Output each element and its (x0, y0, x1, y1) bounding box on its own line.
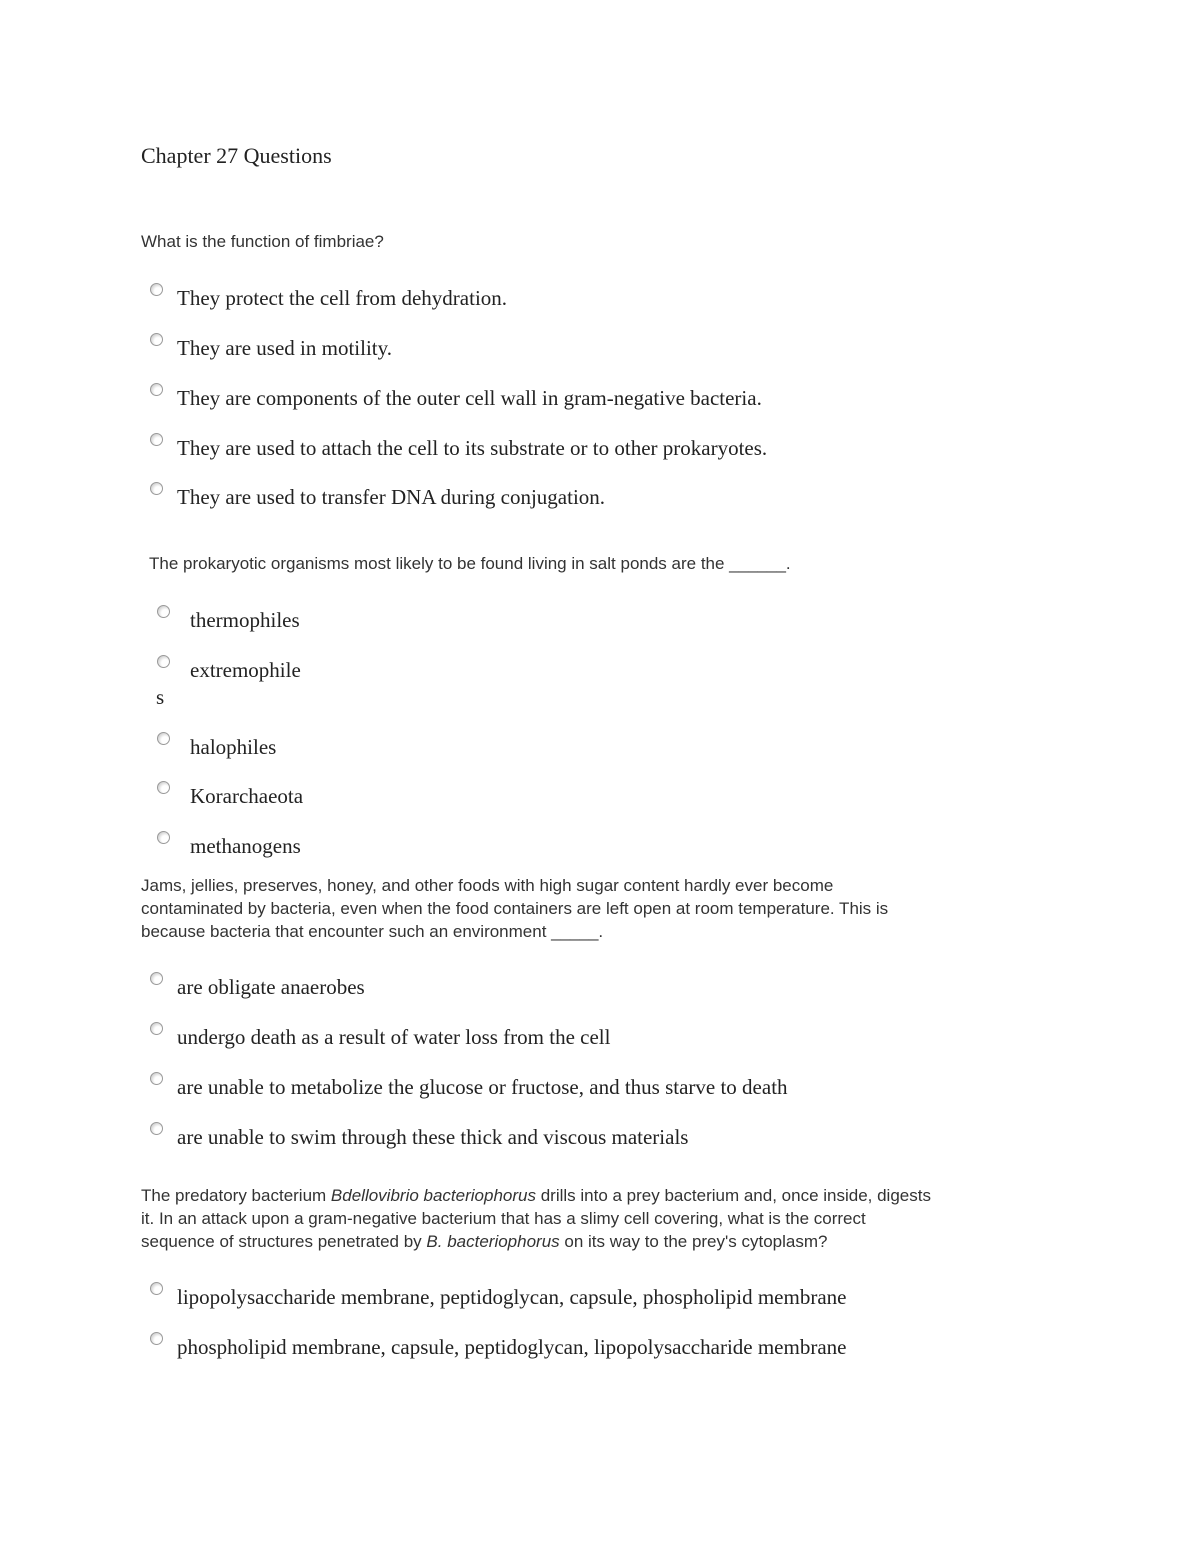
question-3-line-3: because bacteria that encounter such an environment _____. (141, 922, 604, 941)
radio-button[interactable] (150, 972, 163, 985)
option-label-wrap: s (156, 685, 165, 709)
radio-button[interactable] (150, 1332, 163, 1345)
question-4-line-2: it. In an attack upon a gram-negative bacterium that has a slimy cell covering, what is the correct (141, 1209, 866, 1228)
option-label: are unable to metabolize the glucose or fructose, and thus starve to death (177, 1075, 788, 1099)
option-label: They protect the cell from dehydration. (177, 286, 508, 310)
option-label: methanogens (190, 834, 301, 858)
question-1-text: What is the function of fimbriae? (141, 232, 384, 251)
option-label: They are used to attach the cell to its substrate or to other prokaryotes. (177, 436, 768, 460)
question-3-line-2: contaminated by bacteria, even when the food containers are left open at room temperature. This is (141, 899, 889, 918)
question-4-line-1-post: drills into a prey bacterium and, once inside, digests (535, 1186, 931, 1205)
radio-button[interactable] (157, 655, 170, 668)
option-label: undergo death as a result of water loss from the cell (177, 1025, 611, 1049)
page-title: Chapter 27 Questions (141, 143, 332, 168)
radio-button[interactable] (150, 283, 163, 296)
option-label: They are used to transfer DNA during conjugation. (177, 485, 606, 509)
radio-button[interactable] (150, 333, 163, 346)
question-4-line-1 (141, 1184, 931, 1207)
question-4-species-abbrev: B. bacteriophorus (426, 1232, 560, 1251)
radio-button[interactable] (150, 482, 163, 495)
question-4-text (141, 1184, 931, 1253)
option-label: Korarchaeota (190, 784, 304, 808)
radio-button[interactable] (157, 605, 170, 618)
option-label: lipopolysaccharide membrane, peptidoglycan, capsule, phospholipid membrane (177, 1285, 847, 1309)
question-3-text (141, 874, 888, 943)
question-4-line-3-post: on its way to the prey's cytoplasm? (559, 1232, 828, 1251)
option-label: extremophile (190, 658, 301, 682)
radio-button[interactable] (150, 433, 163, 446)
question-4-line-1-pre: The predatory bacterium (141, 1186, 331, 1205)
question-4-species-name: Bdellovibrio bacteriophorus (330, 1186, 536, 1205)
radio-button[interactable] (150, 1282, 163, 1295)
option-label: They are components of the outer cell wall in gram-negative bacteria. (177, 386, 762, 410)
option-label: are unable to swim through these thick and viscous materials (177, 1125, 689, 1149)
option-label: halophiles (190, 735, 277, 759)
question-3-line-1: Jams, jellies, preserves, honey, and other foods with high sugar content hardly ever become (141, 876, 834, 895)
radio-button[interactable] (157, 781, 170, 794)
radio-button[interactable] (157, 732, 170, 745)
option-label: are obligate anaerobes (177, 975, 365, 999)
radio-button[interactable] (150, 1022, 163, 1035)
question-4-line-3 (141, 1230, 931, 1253)
question-2-text: The prokaryotic organisms most likely to be found living in salt ponds are the ______. (149, 554, 791, 573)
radio-button[interactable] (150, 1072, 163, 1085)
radio-button[interactable] (150, 383, 163, 396)
option-label: They are used in motility. (177, 336, 393, 360)
radio-button[interactable] (150, 1122, 163, 1135)
option-label: phospholipid membrane, capsule, peptidoglycan, lipopolysaccharide membrane (177, 1335, 847, 1359)
question-4-line-3-pre: sequence of structures penetrated by (141, 1232, 427, 1251)
option-label: thermophiles (190, 608, 300, 632)
radio-button[interactable] (157, 831, 170, 844)
